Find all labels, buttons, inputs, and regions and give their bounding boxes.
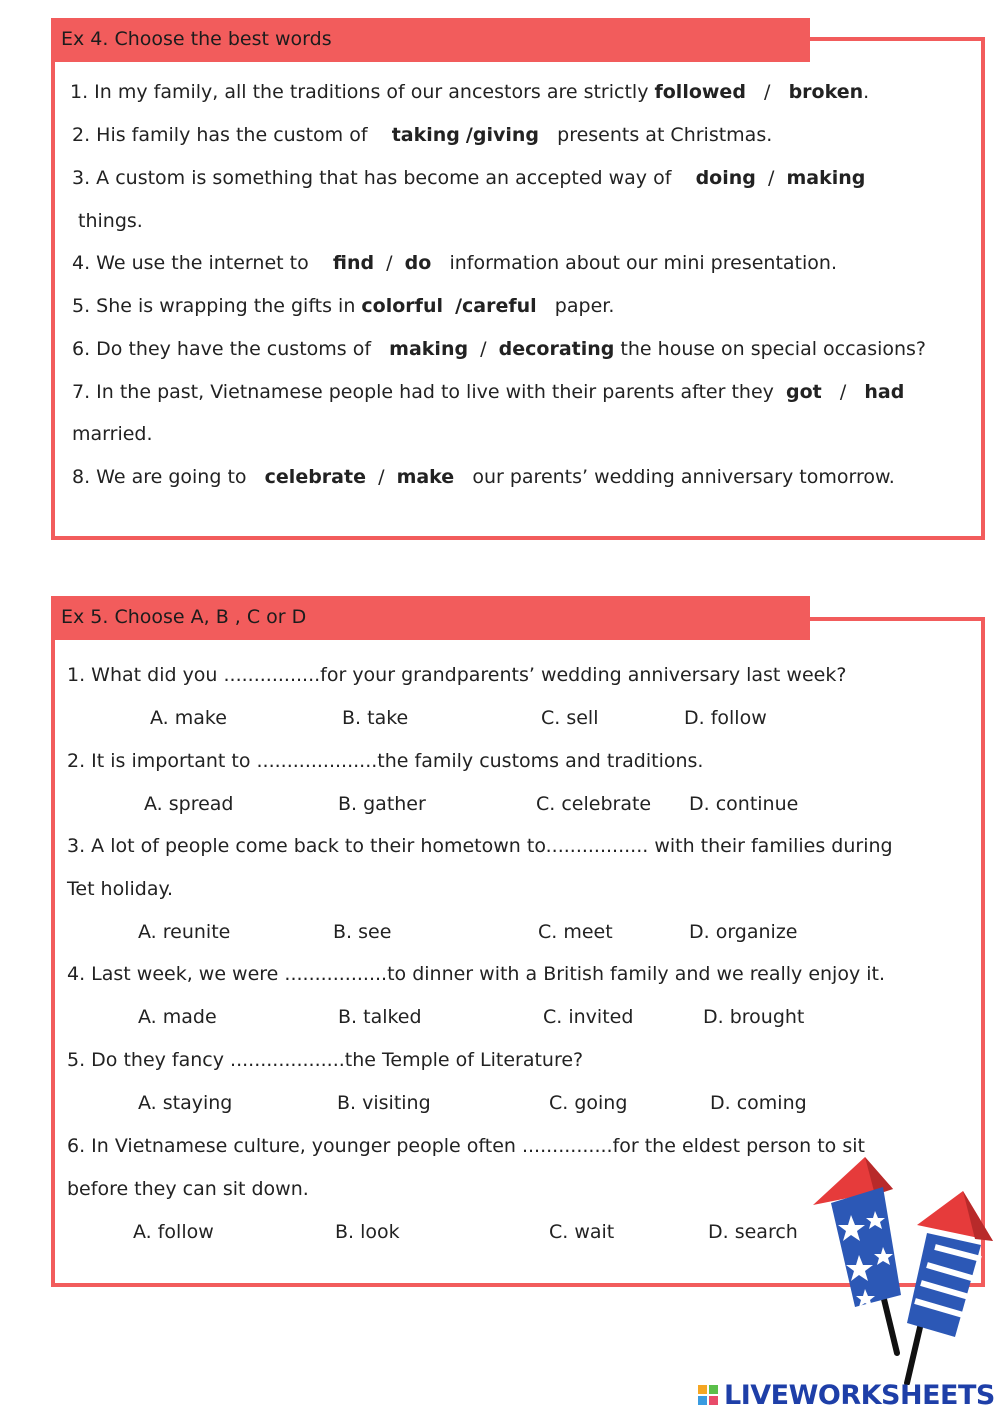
- ex4-q1-opt1[interactable]: followed: [654, 81, 746, 103]
- ex5-q3: 3. A lot of people come back to their hometown to................. with their families during: [67, 835, 893, 857]
- ex5-q6-option-a[interactable]: A. follow: [133, 1221, 214, 1243]
- ex5-q2-option-a[interactable]: A. spread: [144, 793, 234, 815]
- ex5-title-tab: [51, 596, 810, 640]
- ex4-q3-opt1[interactable]: doing: [695, 167, 756, 189]
- ex4-q4: 4. We use the internet to find / do information about our mini presentation.: [72, 252, 837, 274]
- ex4-q7-opt1[interactable]: got: [785, 381, 822, 403]
- ex5-q3-option-b[interactable]: B. see: [333, 921, 392, 943]
- ex5-q1-option-a[interactable]: A. make: [150, 707, 227, 729]
- ex4-q8: 8. We are going to celebrate / make our parents’ wedding anniversary tomorrow.: [72, 466, 895, 488]
- ex5-q6-option-c[interactable]: C. wait: [549, 1221, 615, 1243]
- ex4-q3: 3. A custom is something that has become an accepted way of doing / making: [72, 167, 866, 189]
- ex5-q3-option-a[interactable]: A. reunite: [138, 921, 231, 943]
- ex5-q5-option-d[interactable]: D. coming: [710, 1092, 807, 1114]
- ex5-q5-option-a[interactable]: A. staying: [138, 1092, 233, 1114]
- ex5-q1-option-c[interactable]: C. sell: [541, 707, 599, 729]
- ex5-q2-option-c[interactable]: C. celebrate: [536, 793, 652, 815]
- ex4-q5: 5. She is wrapping the gifts in colorful /careful paper.: [72, 295, 615, 317]
- ex5-q5-option-c[interactable]: C. going: [549, 1092, 628, 1114]
- ex5-q1: 1. What did you ................for your grandparents’ wedding anniversary last week?: [67, 664, 847, 686]
- ex5-q6-option-d[interactable]: D. search: [708, 1221, 798, 1243]
- ex4-q7-cont: married.: [72, 423, 153, 445]
- liveworksheets-logo: [698, 1378, 995, 1412]
- ex4-q1: 1. In my family, all the traditions of our ancestors are strictly followed / broken.: [70, 81, 870, 103]
- ex4-q2: 2. His family has the custom of taking /giving presents at Christmas.: [72, 124, 773, 146]
- rocket-right-icon: [907, 1191, 993, 1383]
- ex5-q4-option-a[interactable]: A. made: [138, 1006, 217, 1028]
- firework-rocket-illustration: [805, 1155, 1000, 1385]
- ex4-title: Ex 4. Choose the best words: [61, 28, 332, 50]
- ex4-q6-opt1[interactable]: making: [389, 338, 469, 360]
- ex5-q4: 4. Last week, we were .................to dinner with a British family and we really enjoy it.: [67, 963, 886, 985]
- ex5-q4-option-d[interactable]: D. brought: [703, 1006, 805, 1028]
- ex5-q3-option-c[interactable]: C. meet: [538, 921, 613, 943]
- ex5-q4-option-c[interactable]: C. invited: [543, 1006, 634, 1028]
- ex5-q2: 2. It is important to ....................the family customs and traditions.: [67, 750, 704, 772]
- ex5-q2-option-d[interactable]: D. continue: [689, 793, 799, 815]
- ex4-q7-opt2[interactable]: had: [864, 381, 905, 403]
- ex4-q3-cont: things.: [78, 210, 143, 232]
- ex4-q3-opt2[interactable]: making: [786, 167, 866, 189]
- ex5-q4-option-b[interactable]: B. talked: [338, 1006, 422, 1028]
- ex5-q6-option-b[interactable]: B. look: [335, 1221, 400, 1243]
- ex4-q7: 7. In the past, Vietnamese people had to live with their parents after they got / had: [72, 381, 905, 403]
- ex5-q1-option-b[interactable]: B. take: [342, 707, 409, 729]
- rocket-left-icon: [813, 1157, 901, 1353]
- ex5-q3-option-d[interactable]: D. organize: [689, 921, 798, 943]
- ex5-q1-option-d[interactable]: D. follow: [684, 707, 767, 729]
- ex4-q2-opt1[interactable]: taking: [391, 124, 460, 146]
- ex5-title: Ex 5. Choose A, B , C or D: [61, 606, 307, 628]
- ex4-q1-opt2[interactable]: broken: [788, 81, 864, 103]
- ex5-q2-option-b[interactable]: B. gather: [338, 793, 426, 815]
- liveworksheets-brand: LIVEWORKSHEETS: [724, 1379, 995, 1411]
- ex4-q6-opt2[interactable]: decorating: [498, 338, 615, 360]
- ex5-q5-option-b[interactable]: B. visiting: [337, 1092, 431, 1114]
- ex4-title-tab: [51, 18, 810, 62]
- ex5-q6: 6. In Vietnamese culture, younger people often ...............for the eldest person to sit: [67, 1135, 865, 1157]
- ex4-q8-opt2[interactable]: make: [396, 466, 455, 488]
- ex4-q4-opt2[interactable]: do: [404, 252, 432, 274]
- ex4-q4-opt1[interactable]: find: [332, 252, 375, 274]
- liveworksheets-mark-icon: [698, 1383, 720, 1407]
- ex4-q5-opt1[interactable]: colorful: [361, 295, 443, 317]
- ex4-q6: 6. Do they have the customs of making / decorating the house on special occasions?: [72, 338, 927, 360]
- ex5-q5: 5. Do they fancy ...................the Temple of Literature?: [67, 1049, 584, 1071]
- ex4-q2-opt2[interactable]: /giving: [465, 124, 539, 146]
- ex4-q5-opt2[interactable]: /careful: [455, 295, 537, 317]
- ex5-q6-cont: before they can sit down.: [67, 1178, 309, 1200]
- ex5-q3-cont: Tet holiday.: [67, 878, 174, 900]
- ex4-q8-opt1[interactable]: celebrate: [264, 466, 366, 488]
